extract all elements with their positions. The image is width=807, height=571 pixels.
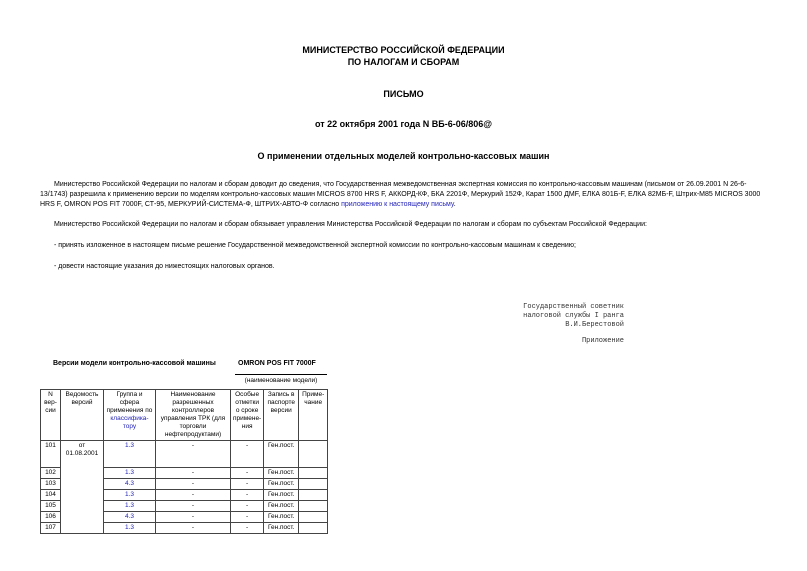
cell-num: 102	[41, 467, 61, 478]
cell-statement	[61, 511, 104, 522]
ministry-line-1: МИНИСТЕРСТВО РОССИЙСКОЙ ФЕДЕРАЦИИ	[302, 45, 505, 55]
paragraph-1-end: .	[453, 201, 456, 208]
cell-group[interactable]: 1.3	[104, 489, 156, 500]
signature-line-3: В.И.Берестовой	[565, 321, 624, 329]
model-label: Версии модели контрольно-кассовой машины	[53, 360, 216, 367]
cell-statement	[61, 467, 104, 478]
cell-group[interactable]: 4.3	[104, 478, 156, 489]
cell-notes: -	[231, 489, 264, 500]
cell-passport: Ген.пост.	[264, 522, 299, 533]
signature-block	[470, 303, 624, 330]
cell-group[interactable]: 1.3	[104, 522, 156, 533]
cell-notes: -	[231, 441, 264, 468]
appendix-label: Приложение	[581, 337, 624, 345]
cell-statement	[61, 489, 104, 500]
cell-group[interactable]: 1.3	[104, 441, 156, 468]
cell-controllers: -	[156, 441, 231, 468]
cell-num: 107	[41, 522, 61, 533]
header-num: N вер-сии	[41, 390, 61, 441]
cell-controllers: -	[156, 467, 231, 478]
cell-notes: -	[231, 522, 264, 533]
cell-notes: -	[231, 467, 264, 478]
table-header-row	[41, 390, 328, 441]
cell-remark	[299, 441, 328, 468]
signature-line-2: налоговой службы I ранга	[523, 312, 624, 320]
cell-statement: от 01.08.2001	[61, 441, 104, 468]
header-remark: Приме-чание	[299, 390, 328, 441]
cell-controllers: -	[156, 500, 231, 511]
signature-line-1: Государственный советник	[523, 303, 624, 311]
paragraph-1	[40, 180, 770, 210]
paragraph-1-text: Министерство Российской Федерации по налогам и сборам доводит до сведения, что Государственная межведомственная экспертная комиссия по контрольно-кассовым машинам (письмом от 26.09.2001 N 26-6-13/1743) разрешила к применению версии по моделям контрольно-кассовых машин MICROS 8700 HRS F, АККОРД-КФ, БКА 2201Ф, Меркурий 152Ф, Карат 1500 ДМF, ЕЛКА 801Б-F, ЕЛКА 82МБ-F, Штрих-М85 MICROS 3000 HRS F, OMRON POS FIT 7000F, СТ-95, МЕРКУРИЙ-СИСТЕМА-Ф, ШТРИХ-АВТО-Ф согласно	[40, 181, 761, 208]
cell-remark	[299, 478, 328, 489]
cell-statement	[61, 522, 104, 533]
appendix-link[interactable]: приложению к настоящему письму	[341, 201, 454, 208]
cell-num: 104	[41, 489, 61, 500]
cell-remark	[299, 522, 328, 533]
table-row	[41, 500, 328, 511]
cell-group[interactable]: 1.3	[104, 500, 156, 511]
cell-num: 106	[41, 511, 61, 522]
cell-remark	[299, 511, 328, 522]
cell-num: 105	[41, 500, 61, 511]
table-row	[41, 467, 328, 478]
versions-table	[40, 389, 328, 534]
cell-notes: -	[231, 511, 264, 522]
cell-passport: Ген.пост.	[264, 489, 299, 500]
cell-controllers: -	[156, 511, 231, 522]
paragraph-2: Министерство Российской Федерации по налогам и сборам обязывает управления Министерства Российской Федерации по налогам и сборам по субъектам Российской Федерации:	[54, 221, 647, 228]
header-group-text: Группа и сфера применения по	[106, 391, 153, 414]
table-row	[41, 522, 328, 533]
table-row	[41, 441, 328, 468]
table-row	[41, 511, 328, 522]
model-underline	[235, 374, 327, 375]
cell-group[interactable]: 4.3	[104, 511, 156, 522]
cell-passport: Ген.пост.	[264, 441, 299, 468]
ministry-line-2: ПО НАЛОГАМ И СБОРАМ	[347, 57, 460, 67]
document-subject: О применении отдельных моделей контрольно-кассовых машин	[257, 151, 550, 161]
cell-remark	[299, 489, 328, 500]
cell-controllers: -	[156, 478, 231, 489]
table-row	[41, 478, 328, 489]
header-group	[104, 390, 156, 441]
cell-notes: -	[231, 500, 264, 511]
cell-controllers: -	[156, 489, 231, 500]
cell-controllers: -	[156, 522, 231, 533]
header-statement: Ведомость версий	[61, 390, 104, 441]
cell-remark	[299, 467, 328, 478]
cell-num: 101	[41, 441, 61, 468]
document-date-number: от 22 октября 2001 года N ВБ-6-06/806@	[314, 119, 493, 129]
model-caption: (наименование модели)	[244, 377, 318, 384]
cell-passport: Ген.пост.	[264, 500, 299, 511]
paragraph-4: - довести настоящие указания до нижестоящих налоговых органов.	[54, 263, 275, 270]
cell-passport: Ген.пост.	[264, 478, 299, 489]
header-notes: Особые отметки о сроке примене-ния	[231, 390, 264, 441]
cell-group[interactable]: 1.3	[104, 467, 156, 478]
model-name: OMRON POS FIT 7000F	[238, 360, 316, 367]
header-passport: Запись в паспорте версии	[264, 390, 299, 441]
cell-passport: Ген.пост.	[264, 467, 299, 478]
cell-passport: Ген.пост.	[264, 511, 299, 522]
table-row	[41, 489, 328, 500]
paragraph-3: - принять изложенное в настоящем письме решение Государственной межведомственной экспертной комиссии по контрольно-кассовым машинам к сведению;	[54, 242, 576, 249]
classifier-link[interactable]: классифика-тору	[110, 415, 149, 430]
cell-notes: -	[231, 478, 264, 489]
cell-statement	[61, 478, 104, 489]
header-controllers: Наименование разрешенных контроллеров управления ТРК (для торговли нефтепродуктами)	[156, 390, 231, 441]
cell-remark	[299, 500, 328, 511]
cell-statement	[61, 500, 104, 511]
cell-num: 103	[41, 478, 61, 489]
document-type: ПИСЬМО	[383, 89, 424, 99]
